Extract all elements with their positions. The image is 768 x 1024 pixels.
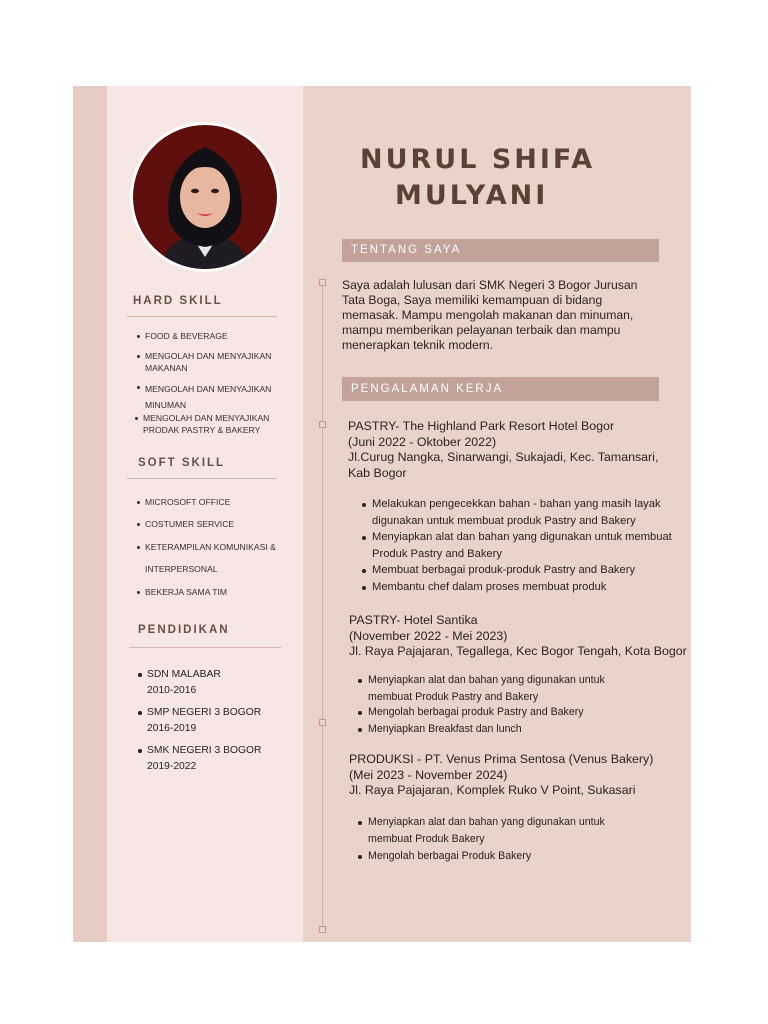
experience-heading-bar: PENGALAMAN KERJA — [342, 377, 659, 401]
education-school: SDN MALABAR — [147, 669, 221, 680]
job-title: PASTRY- The Highland Park Resort Hotel Bogor — [348, 419, 615, 433]
job-title: PASTRY- Hotel Santika — [349, 613, 478, 627]
soft-skill-item: COSTUMER SERVICE — [145, 518, 295, 530]
job-duty: Membantu chef dalam proses membuat produk — [372, 579, 690, 596]
hard-skill-item: FOOD & BEVERAGE — [145, 330, 295, 342]
job-period: (November 2022 - Mei 2023) — [349, 628, 508, 643]
education-years: 2010-2016 — [147, 684, 197, 696]
job-duty: Menyiapkan alat dan bahan yang digunakan untuk membuat Produk Bakery — [368, 814, 638, 847]
hard-skill-item: MENGOLAH DAN MENYAJIKAN MAKANAN — [145, 350, 295, 374]
job-title: PRODUKSI - PT. Venus Prima Sentosa (Venus Bakery) — [349, 752, 654, 766]
timeline-line — [322, 284, 323, 929]
soft-skill-heading: SOFT SKILL — [138, 457, 226, 469]
job-address: Jl. Raya Pajajaran, Tegallega, Kec Bogor Tengah, Kota Bogor — [349, 644, 687, 658]
job-period: (Juni 2022 - Oktober 2022) — [348, 434, 497, 449]
hard-skill-heading: HARD SKILL — [133, 295, 223, 307]
job-duty: Mengolah berbagai Produk Bakery — [368, 848, 686, 865]
about-heading-bar: TENTANG SAYA — [342, 239, 659, 262]
education-item — [147, 667, 287, 698]
education-heading: PENDIDIKAN — [138, 624, 230, 636]
timeline-node — [319, 926, 326, 933]
job-header — [348, 419, 678, 481]
hard-skill-item: MENGOLAH DAN MENYAJIKAN PRODAK PASTRY & BAKERY — [143, 412, 291, 436]
job-period: (Mei 2023 - November 2024) — [349, 767, 508, 782]
job-duty: Menyiapkan Breakfast dan lunch — [368, 721, 686, 738]
education-school: SMK NEGERI 3 BOGOR — [147, 745, 262, 756]
timeline-node — [319, 279, 326, 286]
about-text: Saya adalah lulusan dari SMK Negeri 3 Bogor Jurusan Tata Boga, Saya memiliki kemampuan di bidang memasak. Mampu mengolah makanan dan minuman, mampu memberikan pelayanan terbaik dan mampu menerapkan teknik modern. — [342, 278, 638, 352]
education-years: 2019-2022 — [147, 760, 197, 772]
education-item — [147, 743, 287, 774]
job-duty: Membuat berbagai produk-produk Pastry and Bakery — [372, 562, 690, 579]
job-address: Jl.Curug Nangka, Sinarwangi, Sukajadi, Kec. Tamansari, Kab Bogor — [348, 450, 659, 480]
education-item — [147, 705, 287, 736]
soft-skill-rule — [127, 478, 277, 479]
name-line-1: NURUL SHIFA — [360, 144, 596, 175]
name-line-2: MULYANI — [395, 180, 549, 211]
hard-skill-rule — [127, 316, 277, 317]
job-header — [349, 613, 687, 660]
job-duty: Menyiapkan alat dan bahan yang digunakan untuk membuat Produk Pastry and Bakery — [372, 529, 690, 562]
education-school: SMP NEGERI 3 BOGOR — [147, 707, 262, 718]
soft-skill-item-continued: INTERPERSONAL — [145, 564, 218, 574]
job-header — [349, 752, 679, 799]
soft-skill-item: KETERAMPILAN KOMUNIKASI & — [145, 541, 295, 553]
profile-photo-image — [133, 125, 277, 269]
profile-photo — [130, 122, 280, 272]
timeline-node — [319, 719, 326, 726]
hard-skill-item: MENGOLAH DAN MENYAJIKAN MINUMAN — [145, 381, 295, 413]
education-rule — [129, 647, 281, 648]
soft-skill-item: BEKERJA SAMA TIM — [145, 586, 295, 598]
job-address: Jl. Raya Pajajaran, Komplek Ruko V Point, Sukasari — [349, 783, 636, 797]
left-accent-strip — [73, 86, 107, 942]
resume-page — [73, 86, 691, 942]
job-duty: Mengolah berbagai produk Pastry and Bakery — [368, 704, 686, 721]
soft-skill-item: MICROSOFT OFFICE — [145, 496, 295, 508]
education-years: 2016-2019 — [147, 722, 197, 734]
job-duty: Melakukan pengecekkan bahan - bahan yang masih layak digunakan untuk membuat produk Pastry and Bakery — [372, 496, 690, 529]
timeline-node — [319, 421, 326, 428]
job-duty: Menyiapkan alat dan bahan yang digunakan untuk membuat Produk Pastry and Bakery — [368, 672, 638, 705]
